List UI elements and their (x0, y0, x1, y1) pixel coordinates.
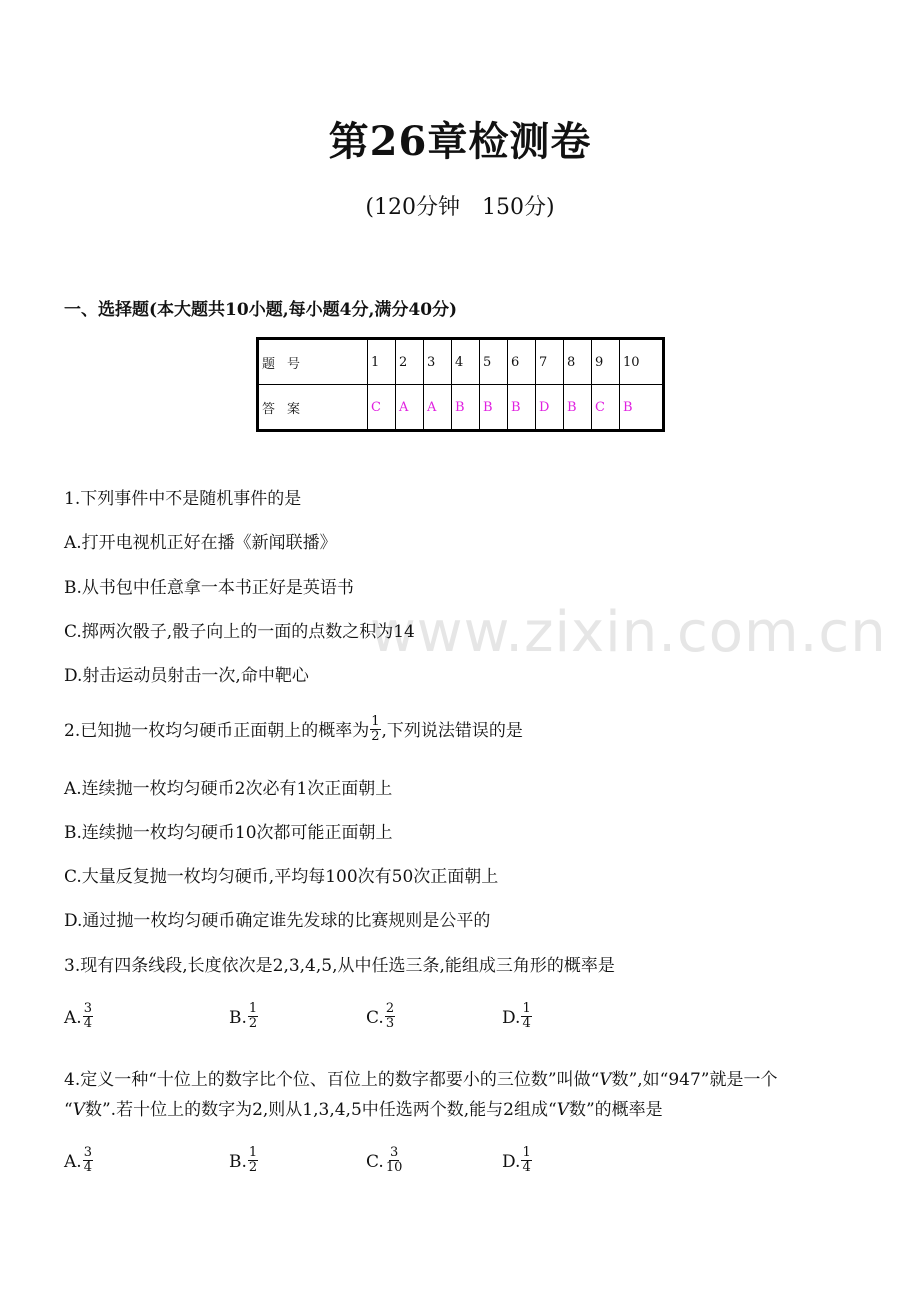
question-4-option-d (502, 1145, 533, 1177)
question-number-cell: 8 (564, 339, 592, 385)
question-number-cell: 5 (480, 339, 508, 385)
question-2-option-c: C.大量反复抛一枚均匀硬币,平均每100次有50次正面朝上 (64, 867, 499, 887)
answer-cell: B (620, 385, 664, 431)
variable-v: V (556, 1100, 569, 1120)
question-number-cell: 4 (452, 339, 480, 385)
question-4-option-b (229, 1145, 259, 1177)
question-2-stem-text: 2.已知抛一枚均匀硬币正面朝上的概率为 (64, 721, 370, 741)
fraction-numerator: 1 (248, 1001, 258, 1016)
option-label: D. (502, 1152, 521, 1172)
fraction-denominator: 2 (371, 729, 380, 744)
question-number-cell: 6 (508, 339, 536, 385)
page-subtitle: (120分钟 150分) (365, 195, 555, 220)
question-3-option-b (229, 1001, 259, 1033)
question-2-stem (64, 716, 523, 746)
question-1-stem: 1.下列事件中不是随机事件的是 (64, 489, 302, 509)
option-label: B. (229, 1008, 247, 1028)
option-label: A. (64, 1152, 82, 1172)
answer-cell: C (368, 385, 396, 431)
question-2-option-b: B.连续抛一枚均匀硬币10次都可能正面朝上 (64, 823, 393, 843)
fraction (385, 1002, 395, 1031)
fraction-denominator: 4 (522, 1016, 531, 1031)
answer-cell: C (592, 385, 620, 431)
fraction-numerator: 1 (248, 1145, 258, 1160)
question-1-option-c: C.掷两次骰子,骰子向上的一面的点数之积为14 (64, 622, 415, 642)
fraction-numerator: 1 (522, 1145, 531, 1160)
question-2-option-a: A.连续抛一枚均匀硬币2次必有1次正面朝上 (64, 779, 393, 799)
option-label: D. (502, 1008, 521, 1028)
question-3-option-a (64, 1001, 94, 1033)
stem-text: 数”.若十位上的数字为2,则从1,3,4,5中任选两个数,能与2组成“ (84, 1100, 557, 1120)
fraction-numerator: 2 (385, 1001, 395, 1016)
answer-table-number-row (258, 339, 664, 385)
option-label: C. (366, 1008, 384, 1028)
question-1-option-a: A.打开电视机正好在播《新闻联播》 (64, 533, 337, 553)
fraction-denominator: 2 (248, 1160, 258, 1175)
watermark: www.zixin.com.cn (370, 600, 887, 665)
answer-cell: A (424, 385, 452, 431)
question-number-cell: 7 (536, 339, 564, 385)
question-number-cell: 9 (592, 339, 620, 385)
question-1-option-b: B.从书包中任意拿一本书正好是英语书 (64, 578, 354, 598)
fraction-numerator: 3 (389, 1145, 399, 1160)
fraction (521, 1146, 531, 1175)
page-title: 第26章检测卷 (328, 118, 592, 165)
question-number-cell: 2 (396, 339, 424, 385)
question-3-option-c (366, 1001, 396, 1033)
answer-cell: B (564, 385, 592, 431)
fraction-denominator: 4 (522, 1160, 531, 1175)
fraction (248, 1146, 258, 1175)
answer-cell: B (480, 385, 508, 431)
row-label-answer: 答案 (258, 385, 368, 431)
answer-cell: B (452, 385, 480, 431)
fraction-numerator: 3 (83, 1145, 92, 1160)
fraction (521, 1002, 531, 1031)
fraction-denominator: 4 (83, 1016, 92, 1031)
fraction-denominator: 10 (385, 1160, 403, 1175)
fraction (83, 1146, 93, 1175)
option-label: A. (64, 1008, 82, 1028)
stem-text: 4.定义一种“十位上的数字比个位、百位上的数字都要小的三位数”叫做“ (64, 1070, 600, 1090)
answer-cell: B (508, 385, 536, 431)
answer-cell: D (536, 385, 564, 431)
answer-table (256, 337, 665, 432)
fraction (385, 1146, 404, 1175)
question-number-cell: 1 (368, 339, 396, 385)
stem-text: 数”,如“947”就是一个 (611, 1070, 778, 1090)
question-3-option-d (502, 1001, 533, 1033)
option-label: C. (366, 1152, 384, 1172)
question-number-cell: 3 (424, 339, 452, 385)
fraction-denominator: 2 (248, 1016, 258, 1031)
fraction (83, 1002, 93, 1031)
stem-text: “ (64, 1100, 73, 1120)
fraction-denominator: 4 (83, 1160, 92, 1175)
fraction (370, 715, 380, 744)
answer-cell: A (396, 385, 424, 431)
question-4-stem-line-2 (64, 1095, 663, 1120)
variable-v: V (72, 1100, 85, 1120)
question-number-cell: 10 (620, 339, 664, 385)
question-2-stem-tail: ,下列说法错误的是 (381, 721, 523, 741)
variable-v: V (599, 1070, 612, 1090)
question-2-option-d: D.通过抛一枚均匀硬币确定谁先发球的比赛规则是公平的 (64, 911, 491, 931)
row-label-number: 题号 (258, 339, 368, 385)
fraction-numerator: 1 (522, 1001, 531, 1016)
stem-text: 数”的概率是 (568, 1100, 663, 1120)
question-4-stem-line-1 (64, 1065, 778, 1090)
fraction (248, 1002, 258, 1031)
fraction-numerator: 3 (83, 1001, 92, 1016)
question-4-option-c (366, 1145, 404, 1177)
answer-table-answer-row (258, 385, 664, 431)
option-label: B. (229, 1152, 247, 1172)
fraction-denominator: 3 (385, 1016, 395, 1031)
question-4-option-a (64, 1145, 94, 1177)
section-heading: 一、选择题(本大题共10小题,每小题4分,满分40分) (64, 300, 458, 320)
fraction-numerator: 1 (371, 714, 380, 729)
question-3-stem: 3.现有四条线段,长度依次是2,3,4,5,从中任选三条,能组成三角形的概率是 (64, 956, 615, 976)
question-1-option-d: D.射击运动员射击一次,命中靶心 (64, 666, 309, 686)
